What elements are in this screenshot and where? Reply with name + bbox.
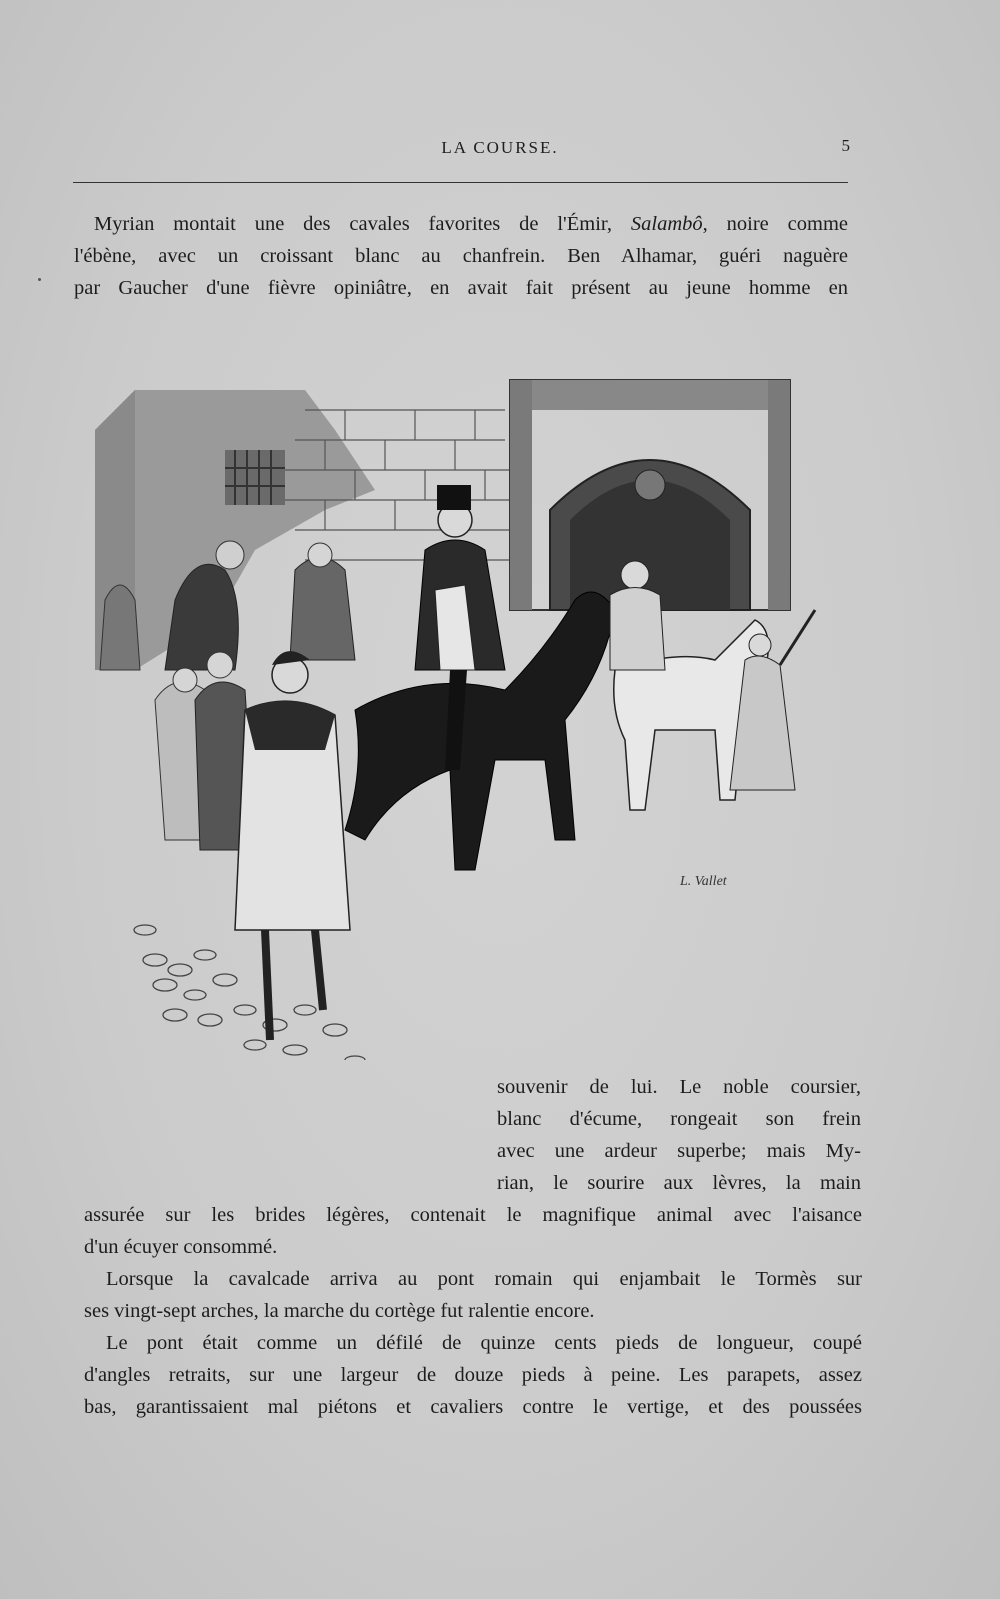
wrap-line-2: blanc d'écume, rongeait son frein — [497, 1108, 861, 1130]
gothic-archway — [510, 380, 790, 610]
cobblestones — [134, 925, 365, 1060]
body-line-7: bas, garantissaient mal piétons et cavaliers contre le vertige, et des poussées — [84, 1396, 862, 1418]
body-line-6: d'angles retraits, sur une largeur de douze pieds à peine. Les parapets, assez — [84, 1364, 862, 1386]
ink-speck — [38, 278, 41, 281]
wrap-line-4: rian, le sourire aux lèvres, la main — [497, 1172, 861, 1194]
wrap-line-1: souvenir de lui. Le noble coursier, — [497, 1076, 861, 1098]
intro-line-2: l'ébène, avec un croissant blanc au chanfrein. Ben Alhamar, guéri naguère — [74, 245, 848, 267]
intro-line-1-tail: , noire comme — [702, 213, 848, 235]
wrap-line-3: avec une ardeur superbe; mais My- — [497, 1140, 861, 1162]
page-number: 5 — [841, 136, 850, 155]
running-title: LA COURSE. — [441, 138, 559, 157]
artist-signature: L. Vallet — [680, 874, 727, 889]
header-rule — [73, 182, 848, 183]
body-line-5: Le pont était comme un défilé de quinze cents pieds de longueur, coupé — [106, 1332, 862, 1354]
running-head — [0, 136, 1000, 160]
page-boy-figure — [235, 651, 350, 1040]
body-line-1: assurée sur les brides légères, contenait le magnifique animal avec l'aisance — [84, 1204, 862, 1226]
engraving-cavalcade-illustration — [95, 370, 835, 1060]
intro-line-3: par Gaucher d'une fièvre opiniâtre, en avait fait présent au jeune homme en — [74, 277, 848, 299]
intro-line-1 — [74, 208, 848, 240]
intro-line-1-text: Myrian montait une des cavales favorites de l'Émir, — [94, 213, 631, 235]
wrapped-paragraph — [497, 1071, 861, 1199]
barred-window — [225, 450, 285, 505]
body-line-4: ses vingt-sept arches, la marche du cortège fut ralentie encore. — [84, 1300, 595, 1322]
body-paragraphs — [84, 1199, 862, 1423]
horse-name: Salambô — [630, 213, 703, 235]
intro-paragraph — [74, 208, 848, 304]
body-line-2: d'un écuyer consommé. — [84, 1236, 278, 1258]
body-line-3: Lorsque la cavalcade arriva au pont romain qui enjambait le Tormès sur — [106, 1268, 862, 1290]
